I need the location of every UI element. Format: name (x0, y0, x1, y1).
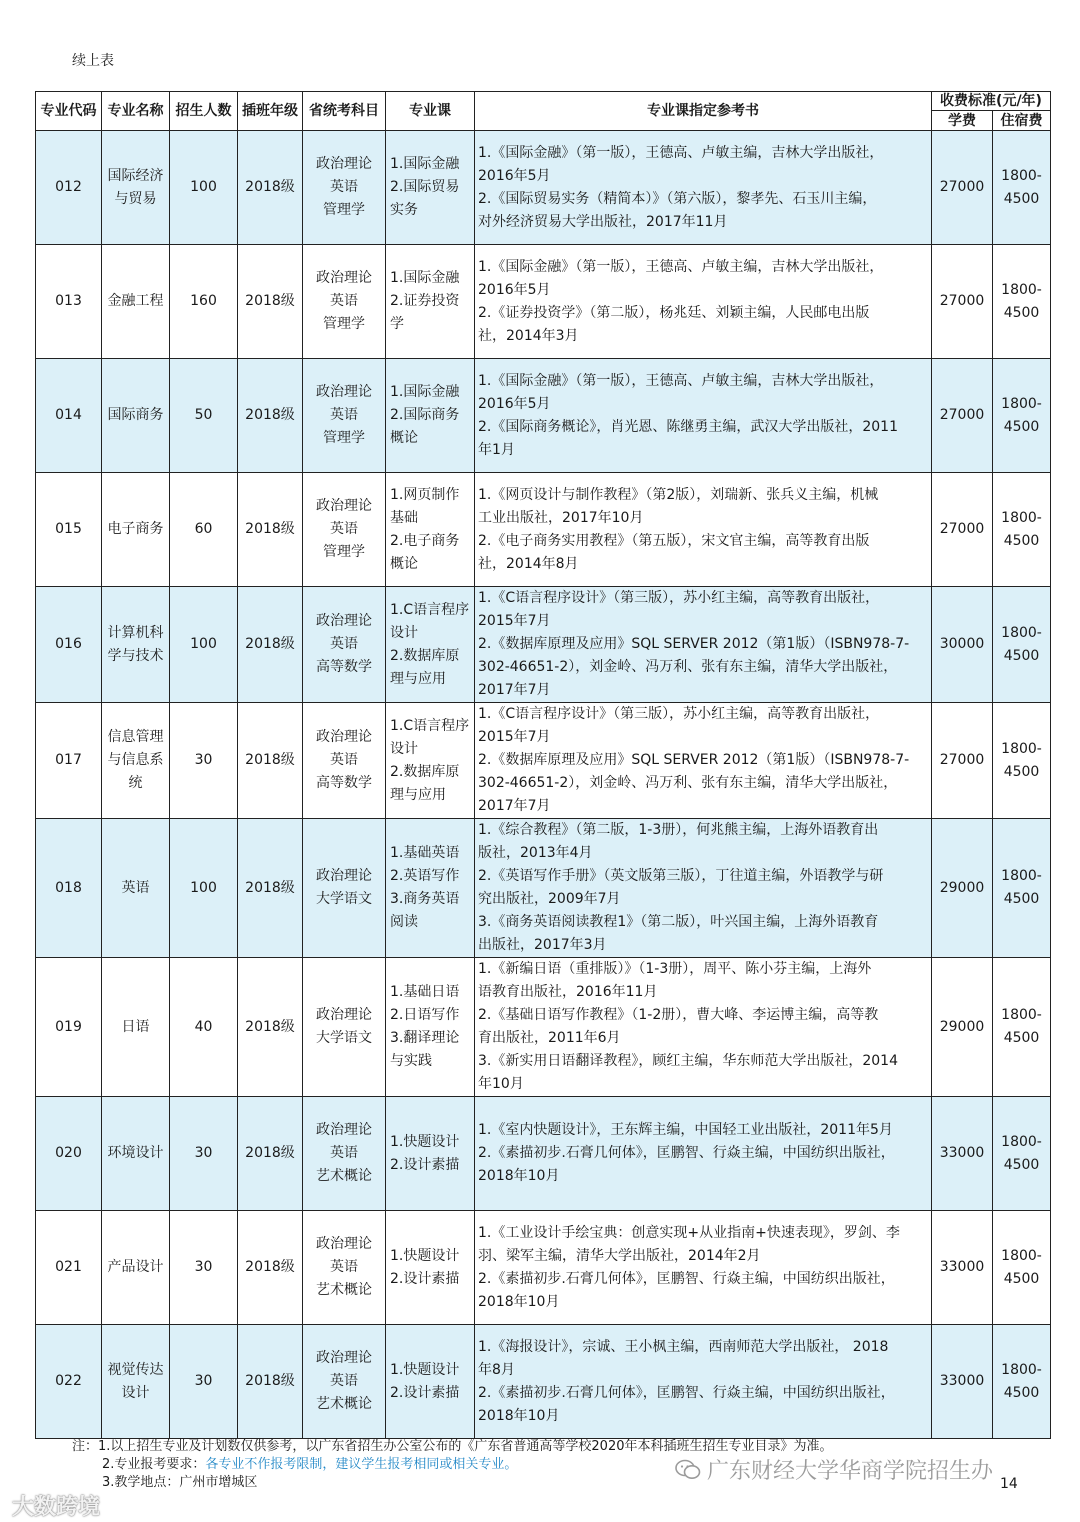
brand-watermark (12, 1490, 100, 1521)
table-row (36, 587, 1051, 703)
cell-course-line: 2.英语写作 (390, 868, 460, 884)
cell-name (102, 587, 170, 703)
cell-ref-line: 1.《国际金融》（第一版），王德高、卢敏主编，吉林大学出版社， (478, 258, 884, 275)
cell-name-line: 国际商务 (107, 407, 164, 423)
cell-ref (475, 819, 932, 958)
cell-exam-line: 政治理论 (316, 1236, 372, 1252)
cell-exam-line: 政治理论 (316, 498, 372, 514)
cell-course-line: 阅读 (390, 914, 418, 930)
cell-course-line: 2.数据库原 (390, 763, 460, 780)
cell-name-line: 与信息系 (107, 752, 164, 768)
cell-course (386, 359, 475, 473)
cell-count: 50 (170, 359, 238, 473)
cell-name-line: 英语 (121, 879, 150, 896)
cell-exam-line: 政治理论 (316, 1122, 372, 1138)
cell-grade: 2018级 (238, 1325, 303, 1439)
cell-course-line: 1.网页制作 (390, 486, 460, 503)
cell-dorm (993, 359, 1051, 473)
cell-name-line: 产品设计 (107, 1259, 164, 1275)
cell-ref-line: 对外经济贸易大学出版社，2017年11月 (478, 213, 728, 230)
wechat-watermark (675, 1454, 993, 1485)
cell-dorm-line: 1800- (1001, 624, 1042, 641)
table-row (36, 1211, 1051, 1325)
header-tuition: 学费 (932, 111, 993, 131)
cell-ref (475, 1097, 932, 1211)
cell-course-line: 2.国际贸易 (390, 179, 460, 195)
cell-tuition: 27000 (932, 131, 993, 245)
cell-tuition: 33000 (932, 1325, 993, 1439)
cell-exam (303, 958, 386, 1097)
cell-exam-line: 管理学 (323, 544, 365, 560)
cell-ref-line: 1.《海报设计》，宗诚、王小枫主编，西南师范大学出版社， 2018 (478, 1338, 889, 1355)
cell-count: 100 (170, 587, 238, 703)
cell-exam-line: 大学语文 (316, 1030, 372, 1046)
note-2-prefix: 2.专业报考要求： (102, 1457, 206, 1472)
cell-dorm-line: 1800- (1001, 281, 1042, 298)
cell-course-line: 概论 (390, 430, 418, 446)
cell-exam-line: 英语 (330, 752, 358, 768)
cell-ref-line: 2015年7月 (478, 613, 551, 629)
cell-ref-line: 2015年7月 (478, 729, 551, 745)
cell-ref-line: 1.《新编日语（重排版）》（1-3册），周平、陈小芬主编，上海外 (478, 961, 872, 977)
cell-ref-line: 1.《室内快题设计》，王东辉主编，中国轻工业出版社，2011年5月 (478, 1122, 893, 1138)
cell-exam (303, 703, 386, 819)
cell-ref-line: 2.《国际贸易实务（精简本）》（第六版），黎孝先、石玉川主编， (478, 190, 877, 207)
cell-name-line: 与贸易 (114, 190, 157, 207)
cell-dorm-line: 1800- (1001, 740, 1042, 757)
header-code: 专业代码 (36, 92, 102, 131)
cell-ref-line: 出版社，2017年3月 (478, 937, 607, 953)
cell-dorm (993, 131, 1051, 245)
cell-ref-line: 2018年10月 (478, 1293, 560, 1310)
cell-name (102, 131, 170, 245)
cell-exam-line: 大学语文 (316, 891, 372, 907)
cell-ref-line: 2017年7月 (478, 798, 551, 814)
table-row (36, 131, 1051, 245)
cell-course-line: 1.国际金融 (390, 270, 460, 286)
cell-ref (475, 958, 932, 1097)
cell-course-line: 概论 (390, 555, 418, 572)
cell-dorm (993, 819, 1051, 958)
cell-dorm-line: 4500 (1003, 418, 1040, 435)
cell-dorm (993, 1211, 1051, 1325)
header-fee: 收费标准(元/年) (932, 92, 1051, 111)
cell-ref-line: 1.《C语言程序设计》（第三版），苏小红主编，高等教育出版社， (478, 706, 880, 722)
cell-course-line: 与实践 (390, 1053, 432, 1069)
cell-course-line: 2.设计素描 (390, 1384, 460, 1401)
cell-dorm (993, 1097, 1051, 1211)
cell-course (386, 131, 475, 245)
cell-dorm-line: 4500 (1003, 304, 1040, 321)
cell-course-line: 1.快题设计 (390, 1133, 460, 1150)
header-count: 招生人数 (170, 92, 238, 131)
cell-tuition: 27000 (932, 245, 993, 359)
header-grade: 插班年级 (238, 92, 303, 131)
cell-ref-line: 1.《综合教程》（第二版，1-3册），何兆熊主编，上海外语教育出 (478, 822, 879, 838)
cell-code: 018 (36, 819, 102, 958)
cell-code: 012 (36, 131, 102, 245)
cell-ref-line: 1.《工业设计手绘宝典：创意实现+从业指南+快速表现》，罗剑、李 (478, 1224, 900, 1241)
table-row (36, 473, 1051, 587)
cell-exam-line: 高等数学 (316, 775, 372, 791)
cell-ref-line: 社，2014年8月 (478, 555, 579, 572)
cell-exam-line: 管理学 (323, 316, 365, 332)
header-course: 专业课 (386, 92, 475, 131)
cell-ref-line: 语教育出版社，2016年11月 (478, 984, 658, 1000)
cell-count: 30 (170, 1211, 238, 1325)
cell-exam-line: 政治理论 (316, 270, 372, 286)
cell-ref-line: 究出版社，2009年7月 (478, 891, 621, 907)
cell-exam (303, 473, 386, 587)
cell-grade: 2018级 (238, 1097, 303, 1211)
cell-grade: 2018级 (238, 473, 303, 587)
cell-grade: 2018级 (238, 703, 303, 819)
cell-course-line: 1.基础日语 (390, 984, 460, 1000)
cell-tuition: 27000 (932, 703, 993, 819)
cell-name (102, 958, 170, 1097)
cell-course-line: 3.商务英语 (390, 891, 460, 907)
cell-dorm-line: 4500 (1003, 763, 1040, 780)
cell-name-line: 国际经济 (107, 167, 164, 184)
brand-watermark-text: 大数跨境 (12, 1495, 101, 1520)
cell-ref (475, 1211, 932, 1325)
cell-exam-line: 政治理论 (316, 613, 372, 629)
cell-course (386, 1097, 475, 1211)
cell-course-line: 1.快题设计 (390, 1247, 460, 1264)
cell-exam-line: 艺术概论 (316, 1282, 372, 1298)
cell-name (102, 819, 170, 958)
note-1: 注：1.以上招生专业及计划数仅供参考，以广东省招生办公室公布的《广东省普通高等学校2020年本科插班生招生专业目录》为准。 (72, 1439, 833, 1454)
cell-ref-line: 2.《素描初步.石膏几何体》，匡鹏智、行焱主编，中国纺织出版社， (478, 1384, 895, 1401)
cell-grade: 2018级 (238, 245, 303, 359)
cell-exam-line: 管理学 (323, 430, 365, 446)
cell-ref-line: 2017年7月 (478, 682, 551, 698)
cell-count: 30 (170, 703, 238, 819)
cell-name-line: 信息管理 (107, 729, 164, 745)
cell-dorm-line: 1800- (1001, 509, 1042, 526)
cell-ref-line: 2.《电子商务实用教程》（第五版），宋文官主编，高等教育出版 (478, 532, 870, 549)
cell-name (102, 1325, 170, 1439)
cell-ref-line: 1.《C语言程序设计》（第三版），苏小红主编，高等教育出版社， (478, 590, 880, 606)
cell-exam (303, 245, 386, 359)
cell-ref-line: 3.《商务英语阅读教程1》（第二版），叶兴国主编，上海外语教育 (478, 914, 879, 930)
cell-name (102, 245, 170, 359)
cell-name (102, 1211, 170, 1325)
cell-ref-line: 2018年10月 (478, 1407, 560, 1424)
cell-dorm-line: 4500 (1003, 1156, 1040, 1173)
cell-exam (303, 819, 386, 958)
cell-course-line: 1.C语言程序 (390, 717, 470, 734)
cell-course-line: 2.设计素描 (390, 1270, 460, 1287)
cell-exam-line: 艺术概论 (316, 1168, 372, 1184)
cell-name (102, 473, 170, 587)
cell-ref-line: 羽、梁军主编，清华大学出版社，2014年2月 (478, 1247, 761, 1264)
cell-course-line: 2.国际商务 (390, 407, 460, 423)
cell-code: 021 (36, 1211, 102, 1325)
cell-ref-line: 2.《数据库原理及应用》SQL SERVER 2012（第1版）（ISBN978-7- (478, 636, 910, 652)
cell-name-line: 金融工程 (107, 293, 164, 309)
cell-course (386, 1211, 475, 1325)
cell-course-line: 学 (390, 316, 404, 332)
cell-exam-line: 管理学 (323, 202, 365, 218)
cell-exam-line: 政治理论 (316, 384, 372, 400)
cell-ref-line: 2.《英语写作手册》（英文版第三版），丁往道主编，外语教学与研 (478, 868, 884, 884)
cell-count: 100 (170, 131, 238, 245)
cell-dorm-line: 4500 (1003, 190, 1040, 207)
cell-ref-line: 社，2014年3月 (478, 327, 579, 344)
cell-dorm-line: 1800- (1001, 395, 1042, 412)
header-name: 专业名称 (102, 92, 170, 131)
header-dorm: 住宿费 (993, 111, 1051, 131)
cell-course-line: 2.电子商务 (390, 532, 460, 549)
cell-grade: 2018级 (238, 819, 303, 958)
cell-exam (303, 131, 386, 245)
table-row (36, 1325, 1051, 1439)
cell-dorm-line: 1800- (1001, 1361, 1042, 1378)
cell-count: 100 (170, 819, 238, 958)
cell-tuition: 33000 (932, 1097, 993, 1211)
cell-ref (475, 131, 932, 245)
cell-course (386, 473, 475, 587)
cell-ref-line: 2.《素描初步.石膏几何体》，匡鹏智、行焱主编，中国纺织出版社， (478, 1270, 895, 1287)
table-row (36, 245, 1051, 359)
cell-course (386, 1325, 475, 1439)
cell-exam (303, 587, 386, 703)
cell-grade: 2018级 (238, 359, 303, 473)
note-2-requirement: 各专业不作报考限制，建议学生报考相同或相关专业。 (205, 1457, 518, 1472)
cell-exam-line: 英语 (330, 293, 358, 309)
cell-exam-line: 政治理论 (316, 868, 372, 884)
cell-name-line: 环境设计 (107, 1145, 164, 1161)
cell-dorm-line: 4500 (1003, 891, 1040, 907)
cell-ref-line: 年10月 (478, 1076, 524, 1092)
cell-course-line: 理与应用 (390, 786, 446, 803)
table-row (36, 1097, 1051, 1211)
cell-name (102, 703, 170, 819)
cell-ref-line: 2018年10月 (478, 1168, 560, 1184)
cell-dorm-line: 4500 (1003, 1030, 1040, 1046)
cell-tuition: 33000 (932, 1211, 993, 1325)
cell-count: 160 (170, 245, 238, 359)
cell-exam-line: 政治理论 (316, 1007, 372, 1023)
cell-code: 017 (36, 703, 102, 819)
cell-ref-line: 2016年5月 (478, 167, 551, 184)
cell-ref-line: 1.《国际金融》（第一版），王德高、卢敏主编，吉林大学出版社， (478, 144, 884, 161)
cell-ref (475, 587, 932, 703)
cell-name-line: 学与技术 (107, 647, 164, 664)
cell-exam-line: 艺术概论 (316, 1396, 372, 1412)
cell-code: 019 (36, 958, 102, 1097)
cell-dorm (993, 958, 1051, 1097)
cell-exam (303, 1325, 386, 1439)
cell-exam-line: 高等数学 (316, 659, 372, 675)
enrollment-table (35, 91, 1051, 1439)
cell-dorm-line: 1800- (1001, 167, 1042, 184)
cell-ref-line: 年8月 (478, 1361, 515, 1378)
cell-ref-line: 2016年5月 (478, 395, 551, 412)
cell-course-line: 实务 (390, 202, 418, 218)
cell-exam-line: 政治理论 (316, 729, 372, 745)
cell-dorm-line: 1800- (1001, 1007, 1042, 1023)
cell-ref-line: 2.《国际商务概论》，肖光恩、陈继勇主编，武汉大学出版社，2011 (478, 418, 898, 435)
cell-exam-line: 英语 (330, 179, 358, 195)
cell-exam-line: 政治理论 (316, 1350, 372, 1366)
cell-course-line: 1.基础英语 (390, 845, 460, 861)
cell-dorm-line: 4500 (1003, 1270, 1040, 1287)
cell-exam-line: 政治理论 (316, 156, 372, 172)
cell-ref (475, 703, 932, 819)
cell-code: 013 (36, 245, 102, 359)
cell-dorm-line: 1800- (1001, 1133, 1042, 1150)
cell-course-line: 1.国际金融 (390, 156, 460, 172)
cell-exam-line: 英语 (330, 521, 358, 537)
cell-course-line: 2.日语写作 (390, 1007, 460, 1023)
cell-exam (303, 359, 386, 473)
cell-dorm-line: 1800- (1001, 1247, 1042, 1264)
cell-name-line: 日语 (121, 1018, 150, 1035)
cell-ref (475, 473, 932, 587)
cell-course-line: 1.国际金融 (390, 384, 460, 400)
cell-code: 015 (36, 473, 102, 587)
cell-name (102, 1097, 170, 1211)
cell-ref-line: 2.《基础日语写作教程》（1-2册），曹大峰、李运博主编，高等教 (478, 1007, 879, 1023)
cell-grade: 2018级 (238, 958, 303, 1097)
cell-code: 016 (36, 587, 102, 703)
cell-course-line: 2.证券投资 (390, 293, 460, 309)
cell-tuition: 29000 (932, 958, 993, 1097)
cell-name-line: 视觉传达 (107, 1361, 164, 1378)
table-body (36, 131, 1051, 1439)
cell-course-line: 设计 (390, 624, 418, 641)
cell-exam-line: 英语 (330, 636, 358, 652)
cell-name-line: 统 (128, 775, 143, 791)
cell-exam-line: 英语 (330, 407, 358, 423)
cell-ref-line: 2.《证券投资学》（第二版），杨兆廷、刘颖主编，人民邮电出版 (478, 304, 870, 321)
cell-code: 020 (36, 1097, 102, 1211)
cell-exam-line: 英语 (330, 1259, 358, 1275)
cell-dorm (993, 1325, 1051, 1439)
note-3: 3.教学地点：广州市增城区 (102, 1475, 258, 1490)
cell-tuition: 27000 (932, 359, 993, 473)
cell-dorm (993, 245, 1051, 359)
cell-code: 022 (36, 1325, 102, 1439)
cell-ref (475, 359, 932, 473)
page-number: 14 (1000, 1476, 1018, 1492)
cell-dorm (993, 703, 1051, 819)
cell-course-line: 2.设计素描 (390, 1156, 460, 1173)
wechat-icon (675, 1459, 701, 1481)
table-row (36, 359, 1051, 473)
cell-ref-line: 2.《数据库原理及应用》SQL SERVER 2012（第1版）（ISBN978-7- (478, 752, 910, 768)
cell-count: 60 (170, 473, 238, 587)
table-row (36, 958, 1051, 1097)
cell-ref (475, 1325, 932, 1439)
cell-exam-line: 英语 (330, 1145, 358, 1161)
cell-ref-line: 版社，2013年4月 (478, 845, 593, 861)
cell-name-line: 计算机科 (107, 624, 164, 641)
cell-course-line: 设计 (390, 740, 418, 757)
cell-grade: 2018级 (238, 131, 303, 245)
cell-course-line: 1.快题设计 (390, 1361, 460, 1378)
cell-count: 30 (170, 1097, 238, 1211)
cell-ref-line: 年1月 (478, 441, 515, 458)
cell-ref-line: 3.《新实用日语翻译教程》，顾红主编，华东师范大学出版社，2014 (478, 1053, 898, 1069)
cell-dorm-line: 4500 (1003, 1384, 1040, 1401)
cell-dorm (993, 473, 1051, 587)
cell-dorm-line: 1800- (1001, 868, 1042, 884)
cell-ref-line: 2.《素描初步.石膏几何体》，匡鹏智、行焱主编，中国纺织出版社， (478, 1145, 895, 1161)
cell-dorm-line: 4500 (1003, 532, 1040, 549)
cell-course (386, 245, 475, 359)
table-row (36, 819, 1051, 958)
cell-course-line: 基础 (390, 509, 418, 526)
cell-ref-line: 工业出版社，2017年10月 (478, 509, 644, 526)
cell-ref-line: 2016年5月 (478, 281, 551, 298)
cell-exam (303, 1211, 386, 1325)
cell-ref-line: 302-46651-2），刘金岭、冯万利、张有东主编，清华大学出版社， (478, 775, 898, 791)
cell-ref-line: 302-46651-2），刘金岭、冯万利、张有东主编，清华大学出版社， (478, 659, 898, 675)
cell-course (386, 819, 475, 958)
cell-course-line: 理与应用 (390, 670, 446, 687)
cell-dorm-line: 4500 (1003, 647, 1040, 664)
cell-grade: 2018级 (238, 587, 303, 703)
cell-course-line: 3.翻译理论 (390, 1030, 460, 1046)
wechat-watermark-text: 广东财经大学华商学院招生办 (707, 1459, 994, 1484)
cell-exam (303, 1097, 386, 1211)
cell-dorm (993, 587, 1051, 703)
cell-grade: 2018级 (238, 1211, 303, 1325)
cell-name-line: 电子商务 (107, 521, 164, 537)
table-row (36, 703, 1051, 819)
cell-ref (475, 245, 932, 359)
cell-ref-line: 育出版社，2011年6月 (478, 1030, 621, 1046)
cell-tuition: 27000 (932, 473, 993, 587)
cell-name-line: 设计 (121, 1384, 150, 1401)
cell-course (386, 958, 475, 1097)
cell-tuition: 30000 (932, 587, 993, 703)
cell-ref-line: 1.《网页设计与制作教程》（第2版），刘瑞新、张兵义主编，机械 (478, 486, 879, 503)
cell-count: 40 (170, 958, 238, 1097)
cell-course (386, 587, 475, 703)
header-ref: 专业课指定参考书 (475, 92, 932, 131)
cell-tuition: 29000 (932, 819, 993, 958)
cell-course (386, 703, 475, 819)
cell-exam-line: 英语 (330, 1373, 358, 1389)
cell-ref-line: 1.《国际金融》（第一版），王德高、卢敏主编，吉林大学出版社， (478, 372, 884, 389)
cell-name (102, 359, 170, 473)
cell-course-line: 1.C语言程序 (390, 601, 470, 618)
header-exam: 省统考科目 (303, 92, 386, 131)
cell-course-line: 2.数据库原 (390, 647, 460, 664)
cell-count: 30 (170, 1325, 238, 1439)
continued-label: 续上表 (72, 53, 114, 69)
cell-code: 014 (36, 359, 102, 473)
